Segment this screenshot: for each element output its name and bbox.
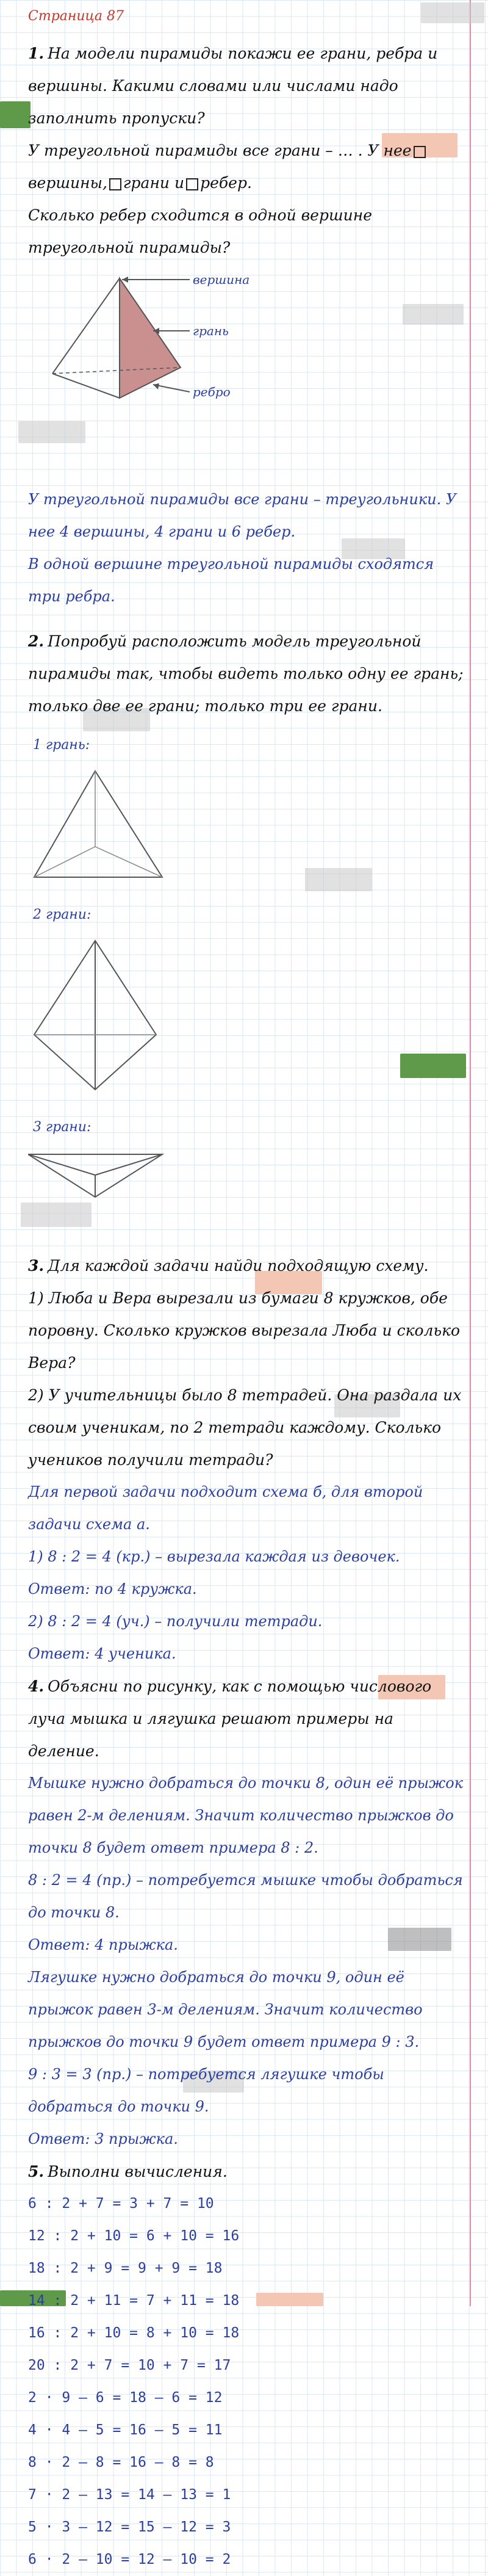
blank-box bbox=[186, 178, 198, 190]
blank-box bbox=[109, 178, 121, 190]
task-4-answer: Ответ: 4 прыжка. bbox=[28, 1936, 178, 1953]
expression: 6 : 2 + 7 = 3 + 7 = 10 bbox=[28, 2196, 214, 2212]
vertex-label: вершина bbox=[193, 272, 250, 287]
task-1-answer: В одной вершине треугольной пирамиды сходятся три ребра. bbox=[28, 555, 434, 605]
task-5-text: 5. Выполни вычисления. bbox=[28, 2163, 228, 2180]
expression: 2 · 9 – 6 = 18 – 6 = 12 bbox=[28, 2390, 223, 2406]
expression: 16 : 2 + 10 = 8 + 10 = 18 bbox=[28, 2325, 240, 2341]
task-number: 5. bbox=[28, 2163, 45, 2180]
pyramid-one-face bbox=[28, 767, 187, 883]
task-4-answer: Ответ: 3 прыжка. bbox=[28, 2130, 178, 2147]
view-label-2: 2 грани: bbox=[33, 907, 92, 922]
face-label: грань bbox=[193, 324, 229, 338]
expression: 14 : 2 + 11 = 7 + 11 = 18 bbox=[28, 2293, 240, 2309]
task-3-answer: 2) 8 : 2 = 4 (уч.) – получили тетради. bbox=[28, 1613, 323, 1630]
task-3-answer: Для первой задачи подходит схема б, для второй задачи схема а. bbox=[28, 1483, 423, 1533]
task-number: 1. bbox=[28, 45, 45, 62]
task-1-text: 1. На модели пирамиды покажи ее грани, ребра и вершины. Какими словами или числами надо заполнить пропуски? bbox=[28, 45, 438, 127]
task-number: 4. bbox=[28, 1677, 45, 1695]
expression: 5 · 3 – 12 = 15 – 12 = 3 bbox=[28, 2519, 231, 2535]
task-number: 2. bbox=[28, 632, 45, 650]
task-number: 3. bbox=[28, 1257, 45, 1275]
expression: 12 : 2 + 10 = 6 + 10 = 16 bbox=[28, 2228, 240, 2244]
expression: 18 : 2 + 9 = 9 + 9 = 18 bbox=[28, 2260, 223, 2276]
task-3-answer: Ответ: по 4 кружка. bbox=[28, 1580, 197, 1597]
task-3-answer: Ответ: 4 ученика. bbox=[28, 1645, 176, 1662]
blank-box bbox=[414, 146, 426, 158]
page-title: Страница 87 bbox=[28, 9, 124, 24]
pyramid-drawing bbox=[46, 276, 242, 422]
task-3-text: 3. Для каждой задачи найди подходящую схему. bbox=[28, 1257, 429, 1275]
expression: 6 · 2 – 10 = 12 – 10 = 2 bbox=[28, 2552, 231, 2567]
pyramid-figure bbox=[28, 272, 464, 447]
task-1-answer: У треугольной пирамиды все грани – треугольники. У нее 4 вершины, 4 грани и 6 ребер. bbox=[28, 491, 457, 540]
task-4-answer: 9 : 3 = 3 (пр.) – потребуется лягушке чтобы добраться до точки 9. bbox=[28, 2066, 384, 2115]
notebook-margin-line bbox=[470, 0, 471, 2306]
edge-label: ребро bbox=[193, 385, 231, 399]
view-label-1: 1 грань: bbox=[33, 737, 90, 753]
task-3-answer: 1) 8 : 2 = 4 (кр.) – вырезала каждая из девочек. bbox=[28, 1548, 400, 1565]
expression: 20 : 2 + 7 = 10 + 7 = 17 bbox=[28, 2357, 231, 2373]
task-3-problem: 1) Люба и Вера вырезали из бумаги 8 кружков, обе поровну. Сколько кружков вырезала Люба и сколько Вера? bbox=[28, 1289, 461, 1372]
task-1-question: Сколько ребер сходится в одной вершине треугольной пирамиды? bbox=[28, 206, 373, 256]
task-4-answer: 8 : 2 = 4 (пр.) – потребуется мышке чтобы добраться до точки 8. bbox=[28, 1872, 463, 1921]
task-3-problem: 2) У учительницы было 8 тетрадей. Она раздала их своим ученикам, по 2 тетради каждому. Сколько учеников получили тетради? bbox=[28, 1386, 462, 1469]
pyramid-three-faces bbox=[28, 1149, 187, 1204]
task-4-text: 4. Объясни по рисунку, как с помощью числового луча мышка и лягушка решают примеры на деление. bbox=[28, 1677, 432, 1760]
pyramid-two-faces bbox=[28, 937, 187, 1096]
expression: 7 · 2 – 13 = 14 – 13 = 1 bbox=[28, 2487, 231, 2503]
expression: 4 · 4 – 5 = 16 – 5 = 11 bbox=[28, 2422, 223, 2438]
task-1-fill-in: У треугольной пирамиды все грани – … . У неевершины, грани и ребер. bbox=[28, 134, 464, 199]
task-2-text: 2. Попробуй расположить модель треугольной пирамиды так, чтобы видеть только одну ее грань; только две ее грани; только три ее грани. bbox=[28, 632, 464, 715]
task-4-answer: Лягушке нужно добраться до точки 9, один её прыжок равен 3-м делениям. Значит количество прыжков до точки 9 будет ответ примера 9 : 3. bbox=[28, 1969, 423, 2050]
view-label-3: 3 грани: bbox=[33, 1120, 92, 1135]
expression: 8 · 2 – 8 = 16 – 8 = 8 bbox=[28, 2455, 214, 2470]
task-4-answer: Мышке нужно добраться до точки 8, один её прыжок равен 2-м делениям. Значит количество прыжков до точки 8 будет ответ примера 8 : 2. bbox=[28, 1775, 464, 1856]
